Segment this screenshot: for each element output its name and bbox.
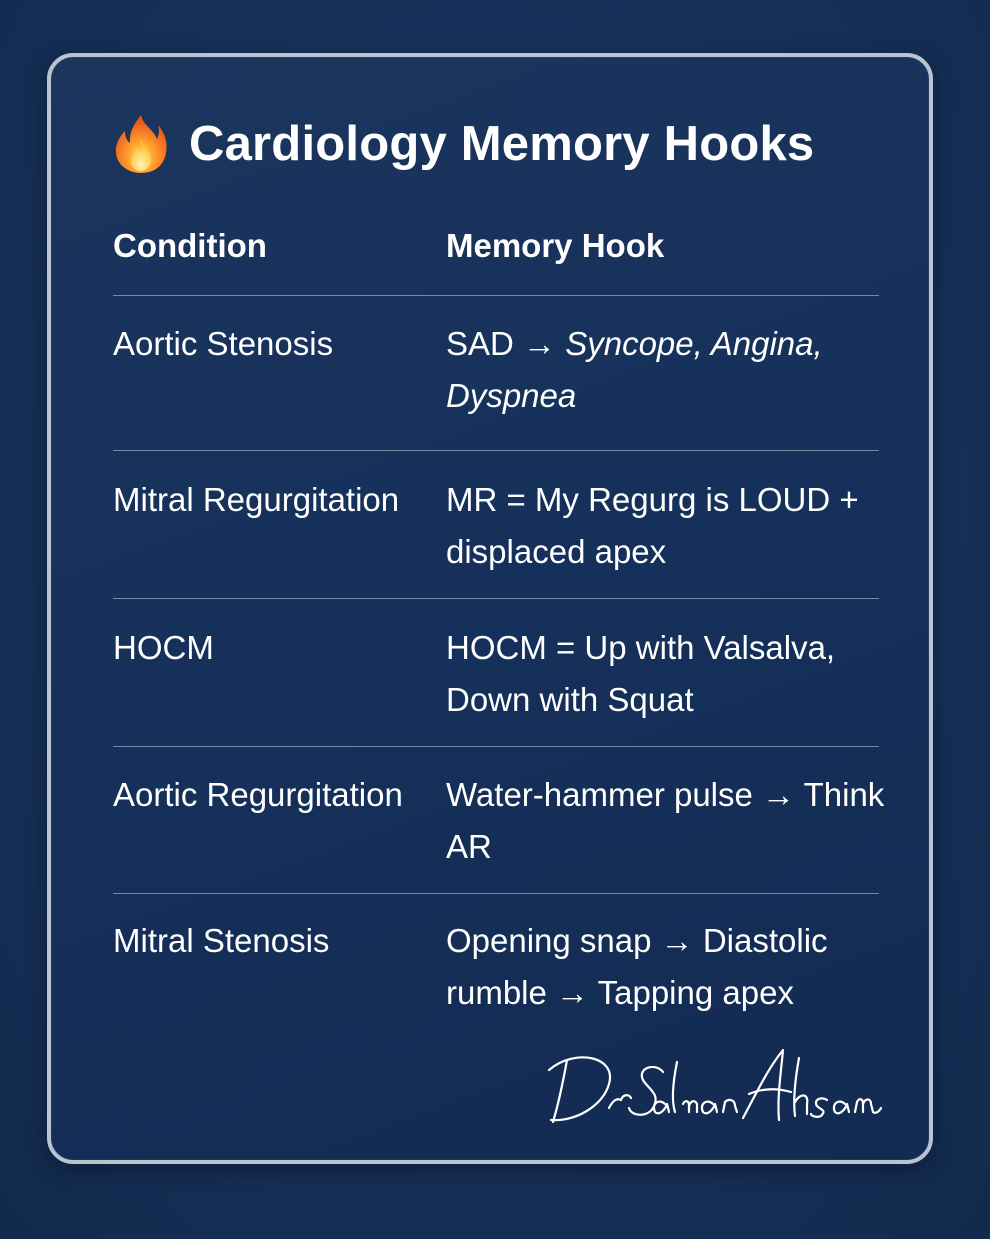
signature bbox=[545, 1042, 885, 1132]
table-row bbox=[113, 747, 885, 894]
memory-hook-cell: HOCM = Up with Valsalva, Down with Squat bbox=[446, 629, 836, 718]
condition-cell: HOCM bbox=[113, 629, 214, 666]
condition-cell: Aortic Stenosis bbox=[113, 325, 334, 362]
header-memory-hook: Memory Hook bbox=[446, 227, 665, 264]
memory-hook-cell bbox=[446, 318, 886, 422]
table-row bbox=[113, 296, 879, 451]
memory-hook-cell: MR = My Regurg is LOUD + displaced apex bbox=[446, 481, 859, 570]
memory-hooks-card bbox=[47, 53, 933, 1164]
condition-cell: Aortic Regurgitation bbox=[113, 776, 403, 813]
memory-hook-cell: Opening snap → Diastolic rumble → Tapping apex bbox=[446, 922, 828, 1011]
condition-cell: Mitral Stenosis bbox=[113, 922, 330, 959]
flame-icon bbox=[113, 113, 169, 175]
page-title bbox=[113, 109, 814, 179]
table-row bbox=[113, 894, 879, 1034]
hook-lead-text: SAD → bbox=[446, 325, 566, 362]
memory-hooks-table bbox=[113, 220, 885, 1034]
table-row bbox=[113, 599, 879, 747]
title-text: Cardiology Memory Hooks bbox=[189, 117, 815, 171]
memory-hook-cell: Water-hammer pulse → Think AR bbox=[446, 776, 885, 865]
header-condition: Condition bbox=[113, 227, 267, 264]
hook-italic-text: Syncope, Angina, Dyspnea bbox=[446, 325, 823, 414]
condition-cell: Mitral Regurgitation bbox=[113, 481, 400, 518]
table-row bbox=[113, 451, 879, 599]
table-header-row bbox=[113, 220, 879, 296]
